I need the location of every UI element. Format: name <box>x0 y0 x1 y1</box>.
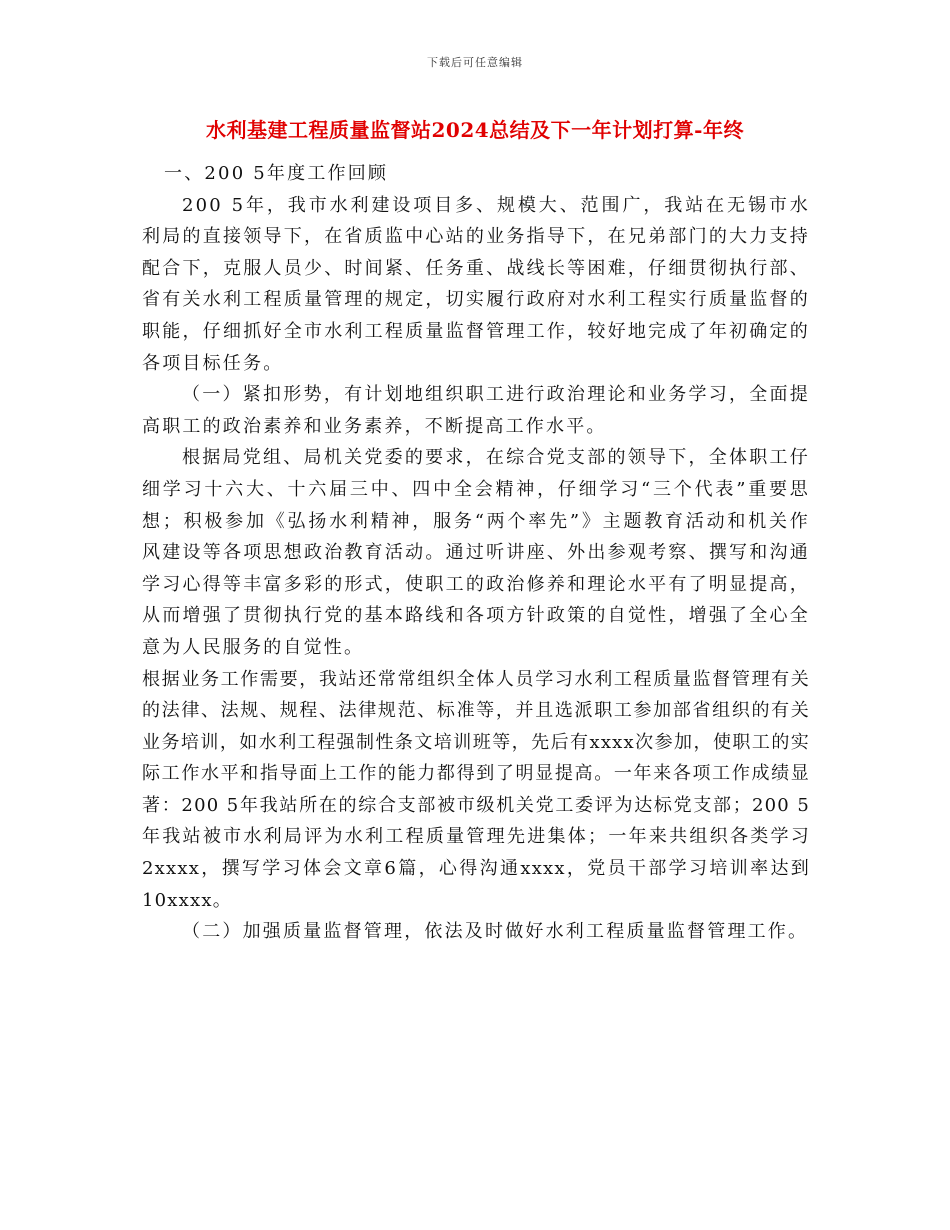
subsection-heading: （二）加强质量监督管理，依法及时做好水利工程质量监督管理工作。 <box>182 921 809 943</box>
section-heading: 一、200 5年度工作回顾 <box>164 163 389 184</box>
subsection-heading: （一）紧扣形势，有计划地组织职工进行政治理论和业务学习，全面提高职工的政治素养和业务素养，不断提高工作水平。 <box>142 384 810 437</box>
paragraph: 200 5年，我市水利建设项目多、规模大、范围广，我站在无锡市水利局的直接领导下，在省质监中心站的业务指导下，在兄弟部门的大力支持配合下，克服人员少、时间紧、任务重、战线长等困难，仔细贯彻执行部、省有关水利工程质量管理的规定，切实履行政府对水利工程实行质量监督的职能，仔细抓好全市水利工程质量监督管理工作，较好地完成了年初确定的各项目标任务。 <box>142 194 810 374</box>
paragraph: 根据业务工作需要，我站还常常组织全体人员学习水利工程质量监督管理有关的法律、法规、规程、法律规范、标准等，并且选派职工参加部省组织的有关业务培训，如水利工程强制性条文培训班等，先后有xxxx次参加，使职工的实际工作水平和指导面上工作的能力都得到了明显提高。一年来各项工作成绩显著：200 5年我站所在的综合支部被市级机关党工委评为达标党支部；200 5年我站被市水利局评为水利工程质量管理先进集体；一年来共组织各类学习2xxxx，撰写学习体会文章6篇，心得沟通xxxx，党员干部学习培训率达到10xxxx。 <box>142 668 810 911</box>
document-title: 水利基建工程质量监督站2024总结及下一年计划打算-年终 <box>206 118 744 142</box>
paragraph: 根据局党组、局机关党委的要求，在综合党支部的领导下，全体职工仔细学习十六大、十六届三中、四中全会精神，仔细学习“三个代表”重要思想；积极参加《弘扬水利精神，服务“两个率先”》主题教育活动和机关作风建设等各项思想政治教育活动。通过听讲座、外出参观考察、撰写和沟通学习心得等丰富多彩的形式，使职工的政治修养和理论水平有了明显提高，从而增强了贯彻执行党的基本路线和各项方针政策的自觉性，增强了全心全意为人民服务的自觉性。 <box>142 447 810 658</box>
page-header: 下载后可任意编辑 <box>427 56 523 69</box>
document-body <box>142 158 810 948</box>
